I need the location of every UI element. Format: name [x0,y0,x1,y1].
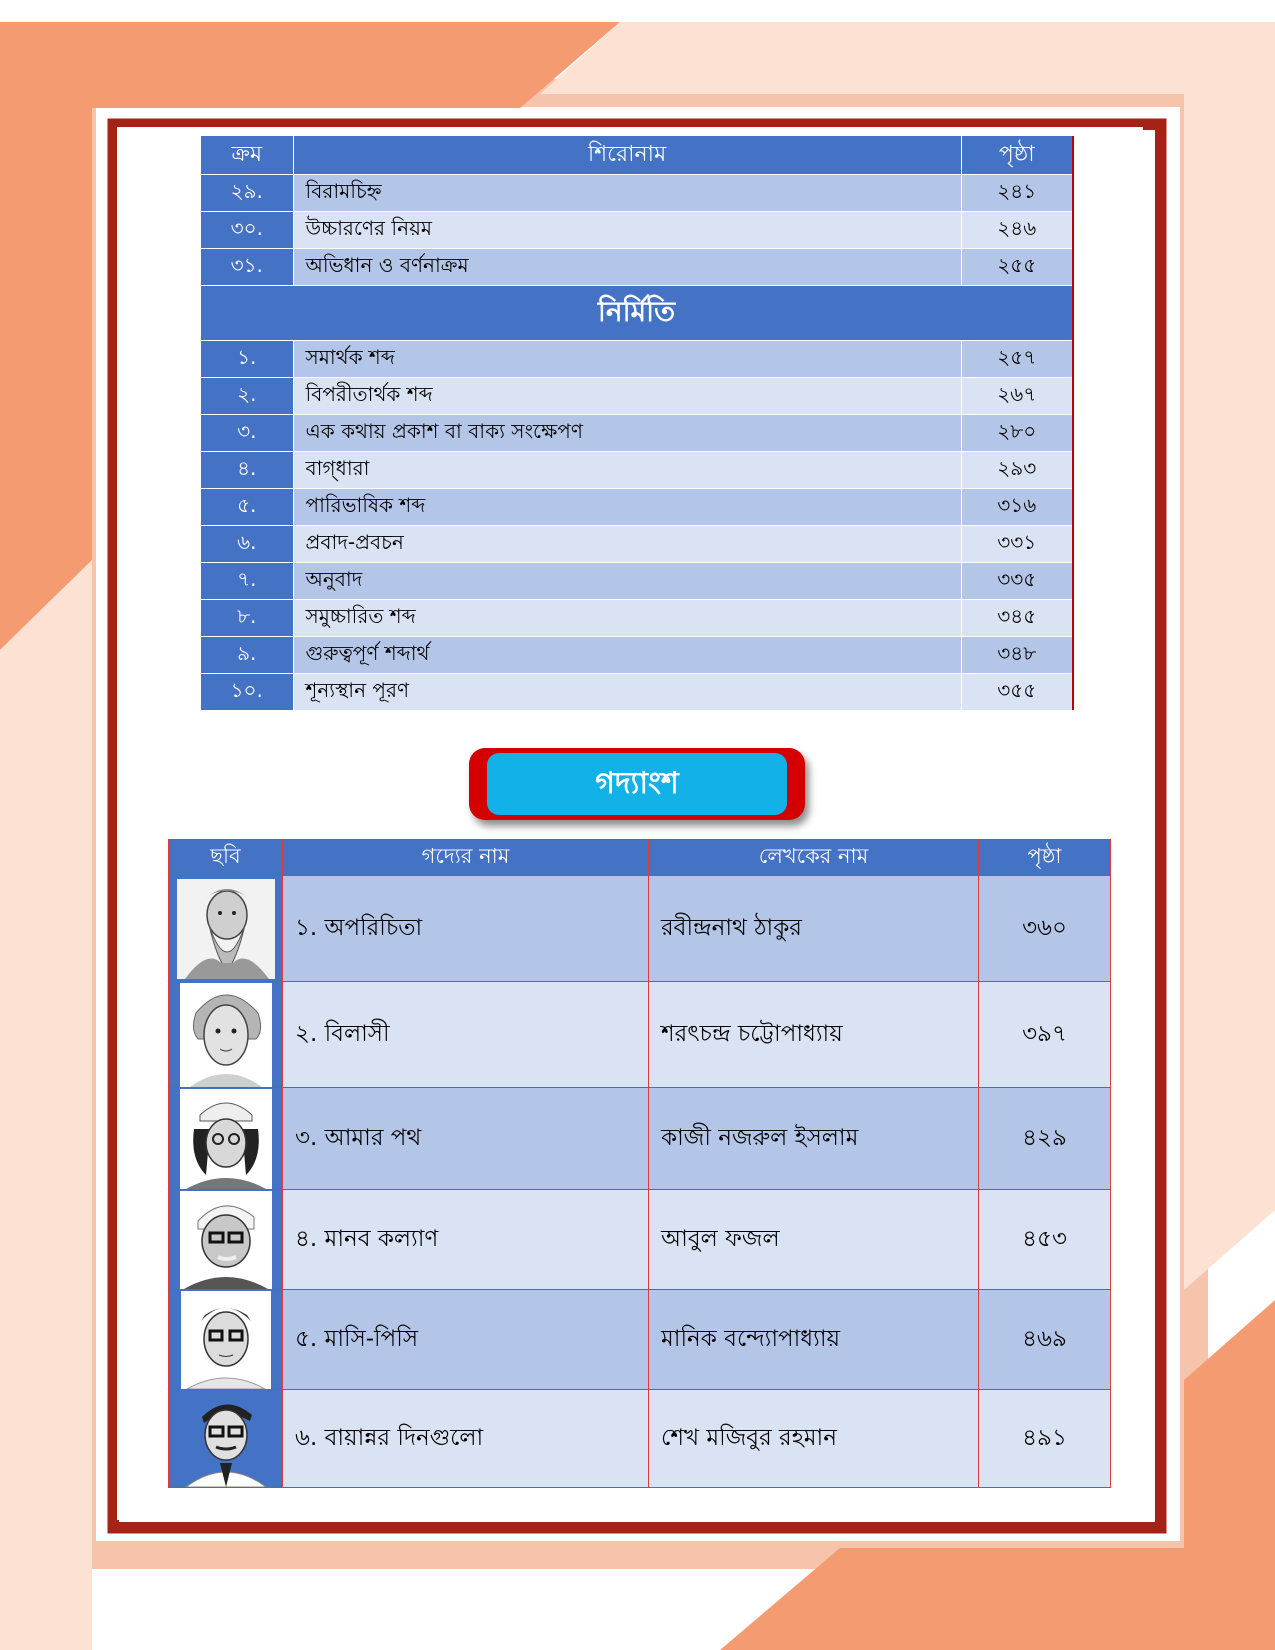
prose-page: ৪৯১ [979,1390,1111,1488]
toc-page: ৩৫৫ [961,674,1073,711]
prose-header-page: পৃষ্ঠা [979,840,1111,876]
toc-title[interactable]: অনুবাদ [293,563,961,600]
prose-page: ৪৬৯ [979,1290,1111,1390]
toc-serial: ৫. [201,489,293,526]
prose-row[interactable] [169,1290,1111,1390]
prose-author: শরৎচন্দ্র চট্টোপাধ্যায় [649,982,979,1088]
prose-page: ৪২৯ [979,1088,1111,1190]
toc-row[interactable] [201,563,1073,600]
toc-page: ৩৩১ [961,526,1073,563]
prose-author: শেখ মজিবুর রহমান [649,1390,979,1488]
portrait-abul-fazal [180,1191,272,1289]
prose-table [168,839,1111,1488]
toc-page: ২৫৭ [961,341,1073,378]
toc-serial: ১০. [201,674,293,711]
prose-row[interactable] [169,982,1111,1088]
prose-header-name: গদ্যের নাম [283,840,649,876]
prose-row[interactable] [169,876,1111,982]
prose-author: মানিক বন্দ্যোপাধ্যায় [649,1290,979,1390]
toc-page: ২৫৫ [961,249,1073,286]
prose-author: কাজী নজরুল ইসলাম [649,1088,979,1190]
toc-page: ৩৩৫ [961,563,1073,600]
toc-page: ৩১৬ [961,489,1073,526]
toc-row[interactable] [201,452,1073,489]
toc-serial: ২৯. [201,175,293,212]
toc-title[interactable]: প্রবাদ-প্রবচন [293,526,961,563]
toc-page: ৩৪৮ [961,637,1073,674]
toc-page: ২৪৬ [961,212,1073,249]
toc-row[interactable] [201,212,1073,249]
prose-page: ৪৫৩ [979,1190,1111,1290]
section-banner-label: গদ্যাংশ [487,753,787,815]
prose-title[interactable]: ৪. মানব কল্যাণ [283,1190,649,1290]
toc-section-title: নির্মিতি [201,286,1073,341]
toc-serial: ১. [201,341,293,378]
toc-page: ২৯৩ [961,452,1073,489]
toc-title[interactable]: উচ্চারণের নিয়ম [293,212,961,249]
toc-page: ৩৪৫ [961,600,1073,637]
toc-header-title: শিরোনাম [293,136,961,175]
toc-row[interactable] [201,600,1073,637]
toc-title[interactable]: পারিভাষিক শব্দ [293,489,961,526]
portrait-manik [181,1291,271,1389]
portrait-rabindranath [177,879,275,979]
prose-page: ৩৯৭ [979,982,1111,1088]
toc-title[interactable]: সমুচ্চারিত শব্দ [293,600,961,637]
toc-section-row [201,286,1073,341]
toc-row[interactable] [201,674,1073,711]
author-portrait-cell [169,982,283,1088]
toc-title[interactable]: শূন্যস্থান পূরণ [293,674,961,711]
prose-title[interactable]: ৬. বায়ান্নর দিনগুলো [283,1390,649,1488]
toc-serial: ৩০. [201,212,293,249]
toc-page: ২৪১ [961,175,1073,212]
toc-row[interactable] [201,637,1073,674]
prose-header-row [169,840,1111,876]
toc-serial: ৯. [201,637,293,674]
toc-table [201,136,1074,710]
prose-title[interactable]: ৩. আমার পথ [283,1088,649,1190]
toc-title[interactable]: বাগ্‌ধারা [293,452,961,489]
toc-title[interactable]: বিরামচিহ্ন [293,175,961,212]
toc-header-serial: ক্রম [201,136,293,175]
toc-serial: ৭. [201,563,293,600]
toc-row[interactable] [201,415,1073,452]
toc-serial: ৬. [201,526,293,563]
prose-author: আবুল ফজল [649,1190,979,1290]
toc-serial: ৩১. [201,249,293,286]
prose-row[interactable] [169,1088,1111,1190]
toc-title[interactable]: এক কথায় প্রকাশ বা বাক্য সংক্ষেপণ [293,415,961,452]
toc-row[interactable] [201,489,1073,526]
toc-header-row [201,136,1073,175]
prose-header-author: লেখকের নাম [649,840,979,876]
prose-title[interactable]: ১. অপরিচিতা [283,876,649,982]
toc-title[interactable]: সমার্থক শব্দ [293,341,961,378]
toc-page: ২৮০ [961,415,1073,452]
toc-row[interactable] [201,526,1073,563]
toc-row[interactable] [201,378,1073,415]
prose-page: ৩৬০ [979,876,1111,982]
prose-header-photo: ছবি [169,840,283,876]
toc-row[interactable] [201,175,1073,212]
prose-author: রবীন্দ্রনাথ ঠাকুর [649,876,979,982]
toc-row[interactable] [201,341,1073,378]
toc-header-page: পৃষ্ঠা [961,136,1073,175]
toc-serial: ৮. [201,600,293,637]
portrait-nazrul [180,1089,272,1189]
toc-serial: ৪. [201,452,293,489]
prose-row[interactable] [169,1390,1111,1488]
toc-serial: ৩. [201,415,293,452]
prose-row[interactable] [169,1190,1111,1290]
author-portrait-cell [169,876,283,982]
author-portrait-cell [169,1390,283,1488]
author-portrait-cell [169,1088,283,1190]
toc-serial: ২. [201,378,293,415]
portrait-saratchandra [180,983,272,1087]
author-portrait-cell [169,1290,283,1390]
author-portrait-cell [169,1190,283,1290]
toc-title[interactable]: অভিধান ও বর্ণনাক্রম [293,249,961,286]
toc-title[interactable]: গুরুত্বপূর্ণ শব্দার্থ [293,637,961,674]
portrait-sheikh-mujib [180,1391,272,1487]
prose-title[interactable]: ২. বিলাসী [283,982,649,1088]
toc-title[interactable]: বিপরীতার্থক শব্দ [293,378,961,415]
section-banner [469,748,805,820]
toc-row[interactable] [201,249,1073,286]
prose-title[interactable]: ৫. মাসি-পিসি [283,1290,649,1390]
toc-page: ২৬৭ [961,378,1073,415]
